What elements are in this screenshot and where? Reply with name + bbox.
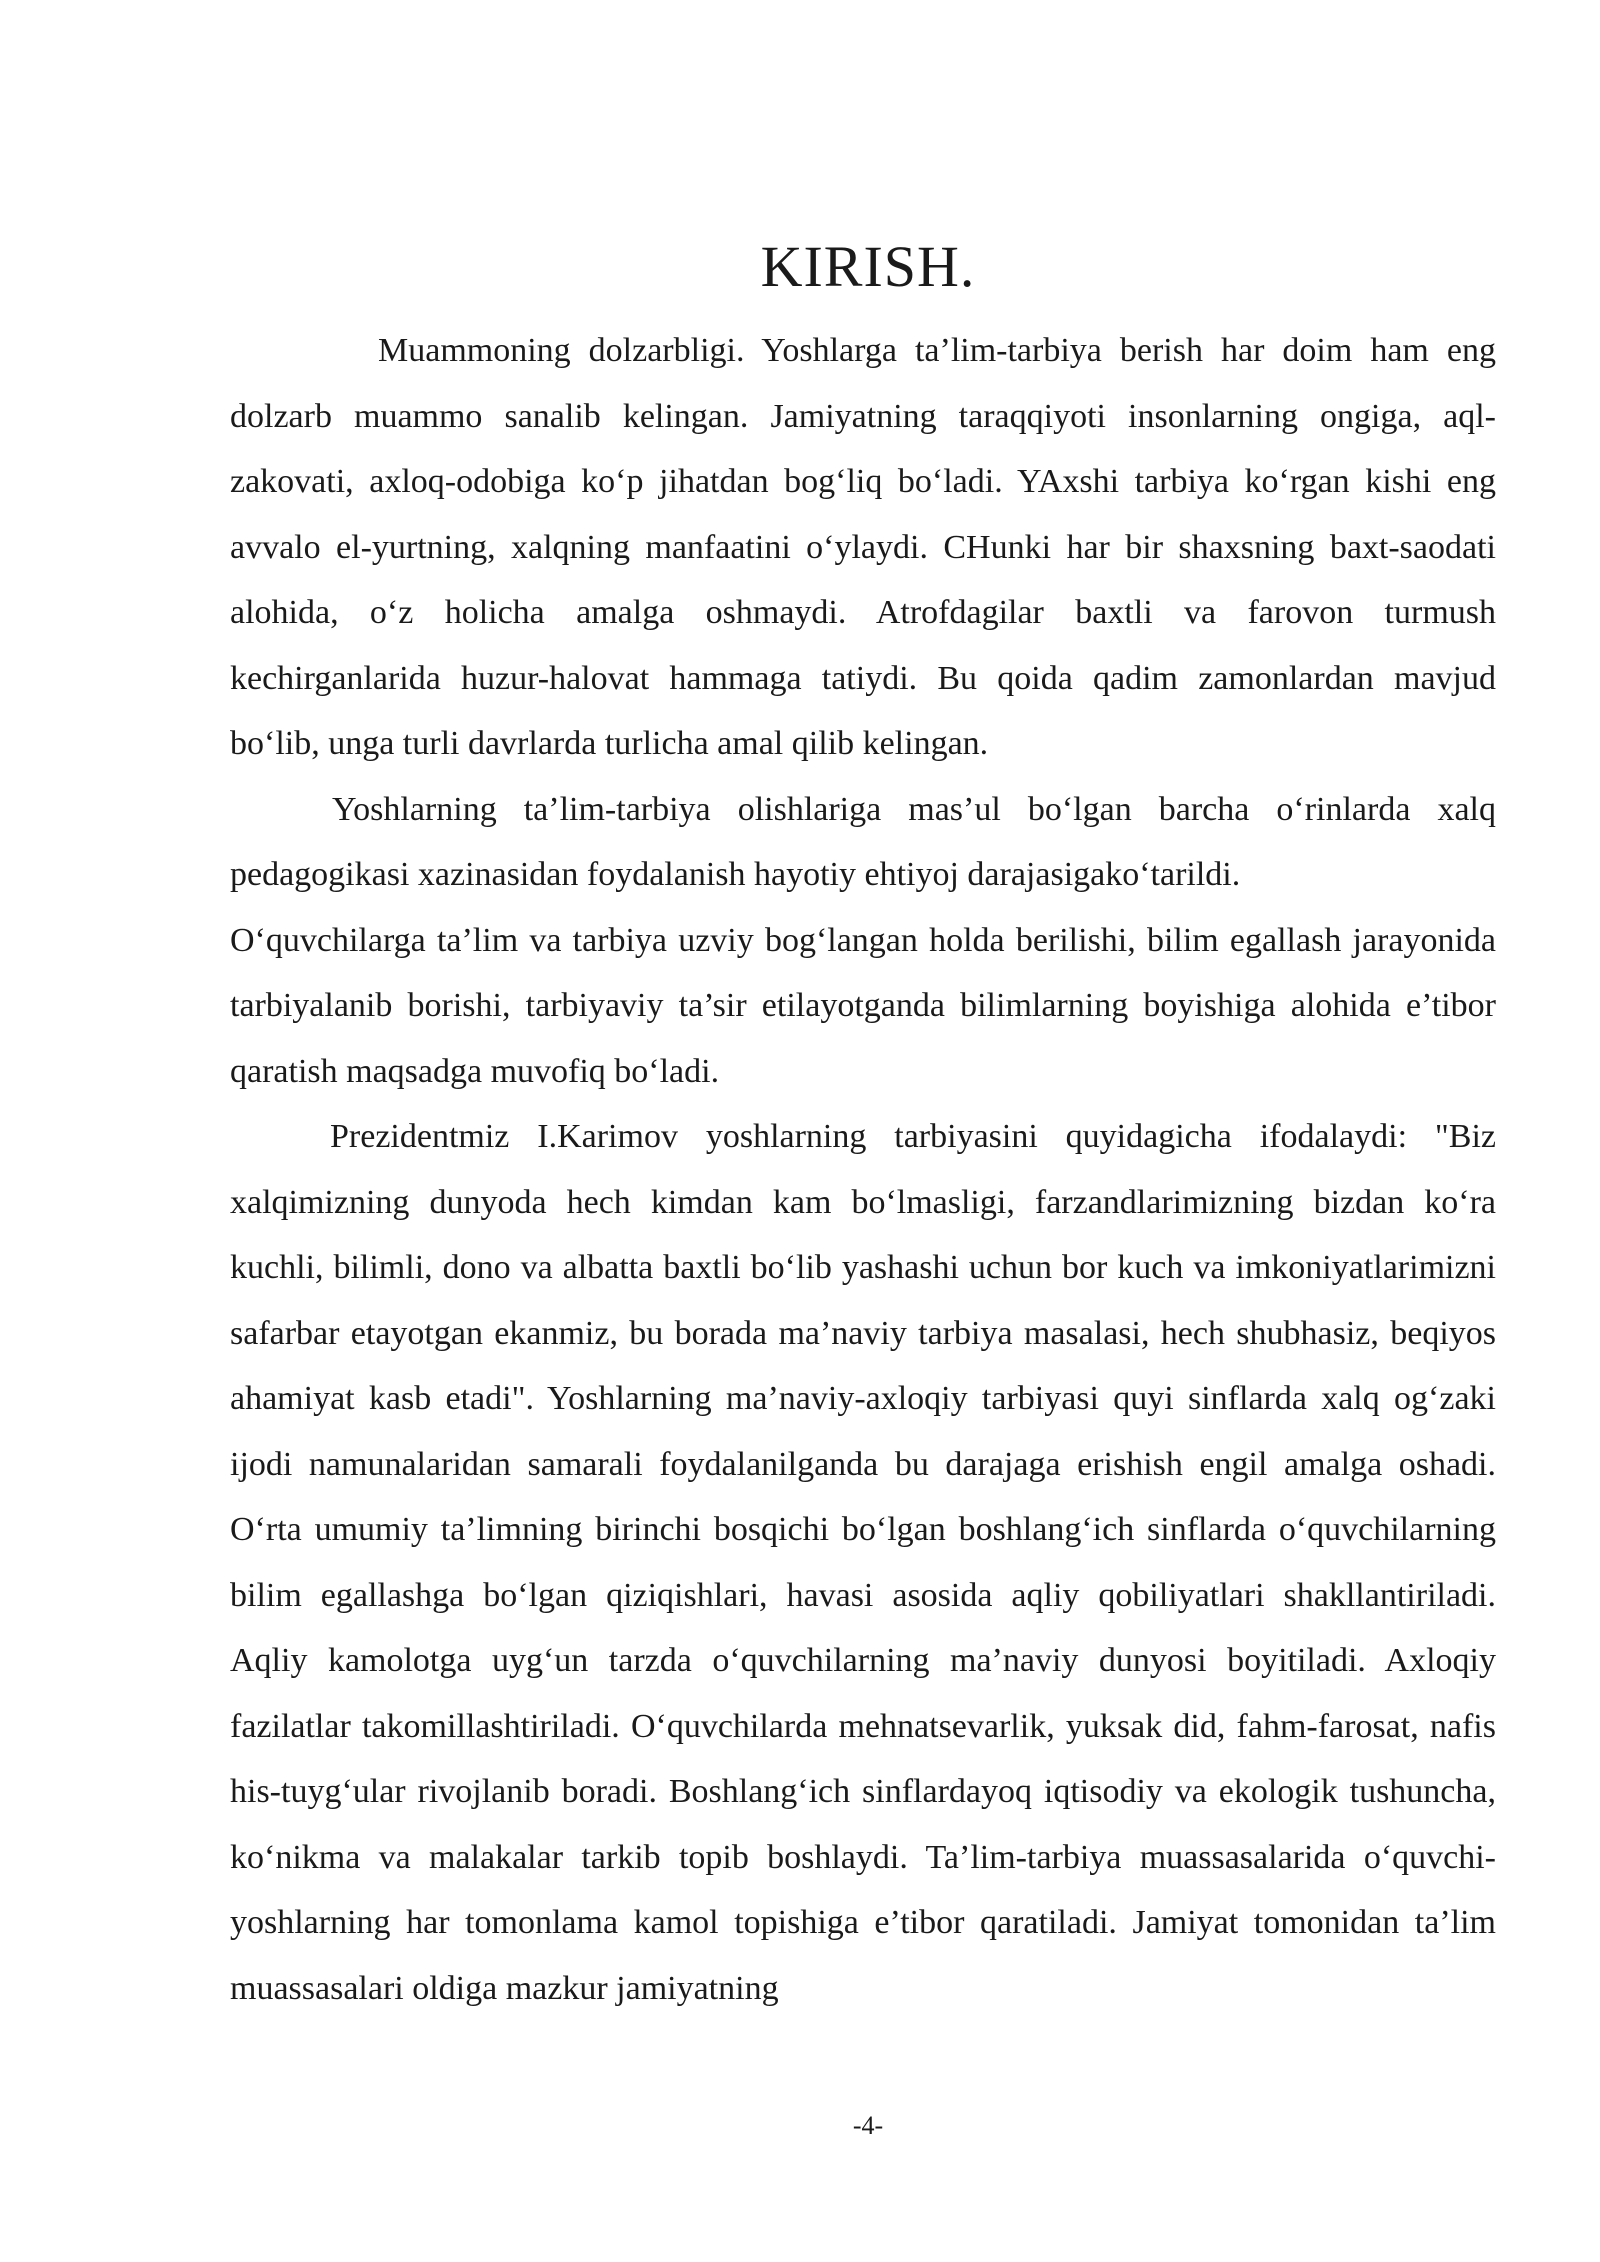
paragraph-president-quote: Prezidentmiz I.Karimov yoshlarning tarbiyasini quyidagicha ifodalaydi: "Biz xalqimizning dunyoda hech kimdan kam bo‘lmasligi, farzandlarimizning bizdan ko‘ra kuchli, bilimli, dono va albatta baxtli bo‘lib yashashi uchun bor kuch va imkoniyatlarimizni safarbar etayotgan ekanmiz, bu borada ma’naviy tarbiya masalasi, hech shubhasiz, beqiyos ahamiyat kasb etadi". Yoshlarning ma’naviy-axloqiy tarbiyasi quyi sinflarda xalq og‘zaki ijodi namunalaridan samarali foydalanilganda bu darajaga erishish engil amalga oshadi. O‘rta umumiy ta’limning birinchi bosqichi bo‘lgan boshlang‘ich sinflarda o‘quvchilarning bilim egallashga bo‘lgan qiziqishlari, havasi asosida aqliy qobiliyatlari shakllantiriladi. Aqliy kamolotga uyg‘un tarzda o‘quvchilarning ma’naviy dunyosi boyitiladi. Axloqiy fazilatlar takomillashtiriladi. O‘quvchilarda mehnatsevarlik, yuksak did, fahm-farosat, nafis his-tuyg‘ular rivojlanib boradi. Boshlang‘ich sinflardayoq iqtisodiy va ekologik tushuncha, ko‘nikma va malakalar tarkib topib boshlaydi. Ta’lim-tarbiya muassasalarida o‘quvchi-yoshlarning har tomonlama kamol topishiga e’tibor qaratiladi. Jamiyat tomonidan ta’lim muassasalari oldiga mazkur jamiyatning [230,1118,1496,2007]
paragraph-relevance: Muammoning dolzarbligi. Yoshlarga ta’lim-tarbiya berish har doim ham eng dolzarb muammo sanalib kelingan. Jamiyatning taraqqiyoti insonlarning ongiga, aql-zakovati, axloq-odobiga ko‘p jihatdan bog‘liq bo‘ladi. YAxshi tarbiya ko‘rgan kishi eng avvalo el-yurtning, xalqning manfaatini o‘ylaydi. CHunki har bir shaxsning baxt-saodati alohida, o‘z holicha amalga oshmaydi. Atrofdagilar baxtli va farovon turmush kechirganlarida huzur-halovat hammaga tatiydi. Bu qoida qadim zamonlardan mavjud bo‘lib, unga turli davrlarda turlicha amal qilib kelingan. [230,332,1496,762]
body-text [230,318,1496,2021]
document-page [230,0,1496,2262]
paragraph-education-unity: O‘quvchilarga ta’lim va tarbiya uzviy bog‘langan holda berilishi, bilim egallash jarayonida tarbiyalanib borishi, tarbiyaviy ta’sir etilayotganda bilimlarning boyishiga alohida e’tibor qaratish maqsadga muvofiq bo‘ladi. [230,921,1496,1090]
page-number: -4- [852,2111,884,2140]
page-title: KIRISH. [760,234,976,299]
paragraph-folk-pedagogy: Yoshlarning ta’lim-tarbiya olishlariga mas’ul bo‘lgan barcha o‘rinlarda xalq pedagogikasi xazinasidan foydalanish hayotiy ehtiyoj darajasigako‘tarildi. [230,790,1496,893]
